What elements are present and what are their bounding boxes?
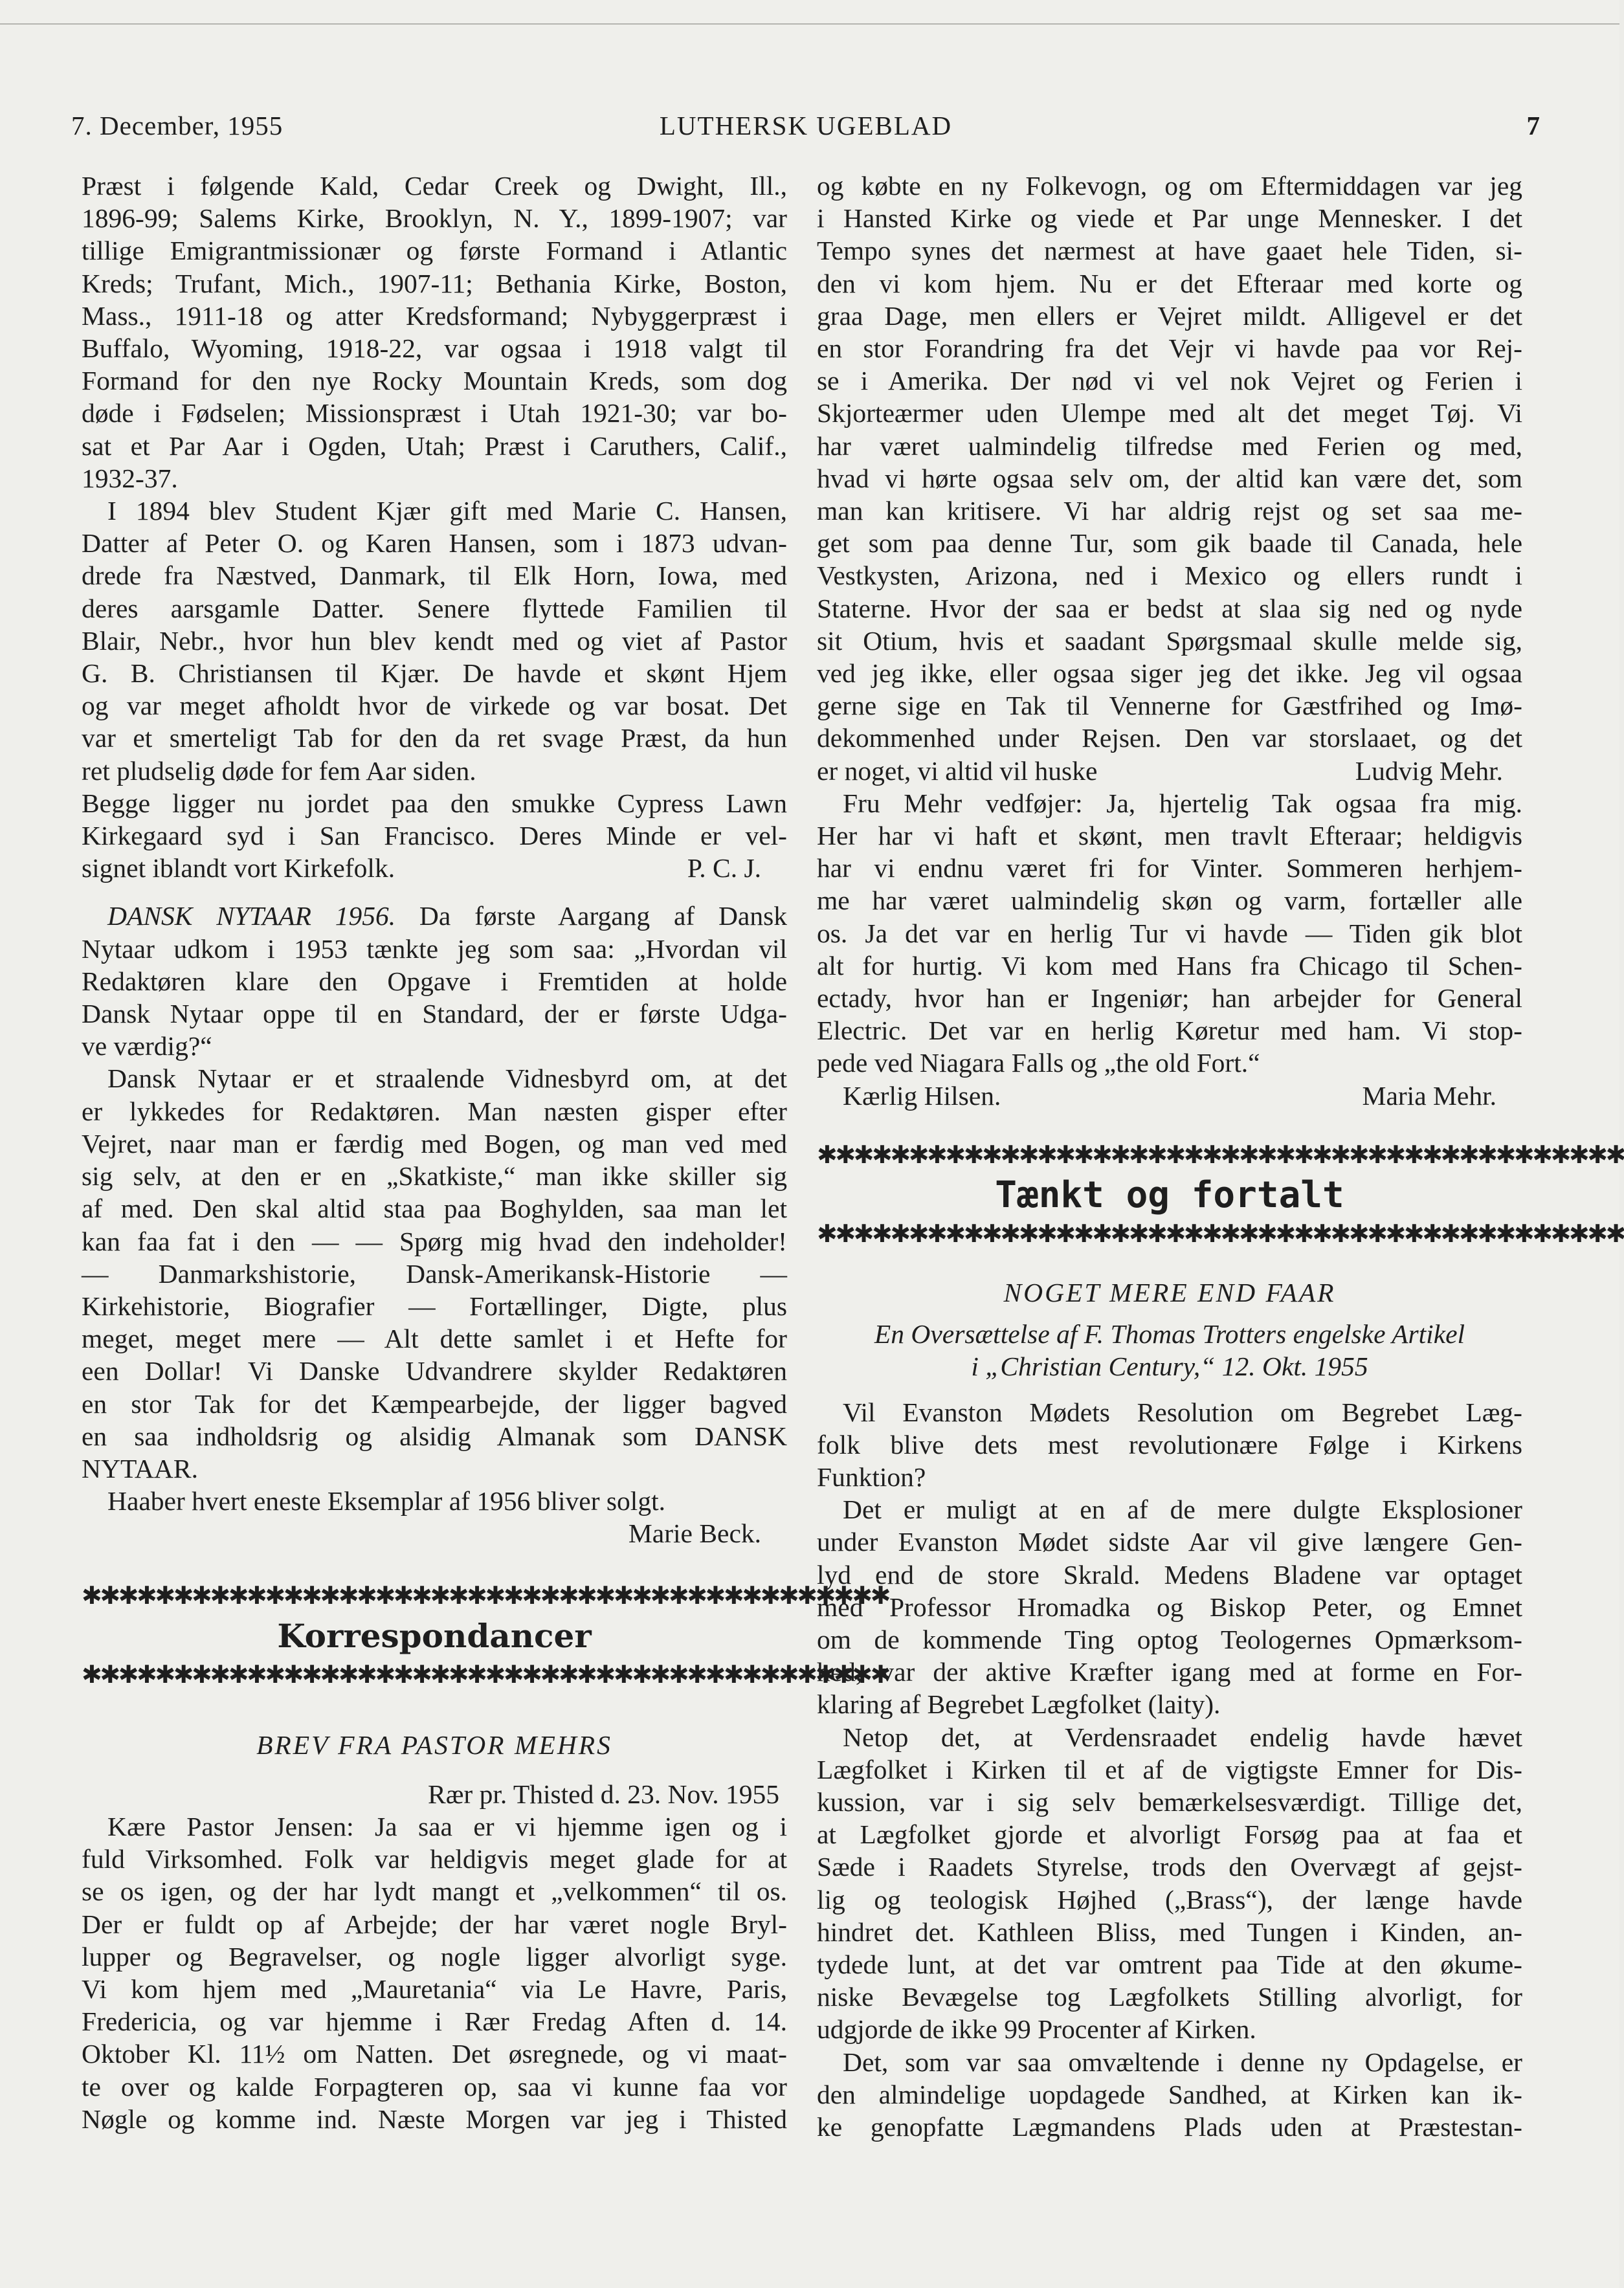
text-line: Sæde i Raadets Styrelse, trods den Overvægt af gejst- (817, 1852, 1522, 1882)
closing-text: Kærlig Hilsen. (843, 1080, 1001, 1111)
text-line: er lykkedes for Redaktøren. Man næsten gisper efter (82, 1096, 787, 1126)
text-line: niske Bevægelse tog Lægfolkets Stilling alvorligt, for (817, 1982, 1522, 2012)
text-line: klaring af Begrebet Lægfolket (laity). (817, 1689, 1221, 1720)
text-line: sig selv, at den er en „Skatkiste,“ man ikke skiller sig (82, 1161, 787, 1192)
text-line: 1896-99; Salems Kirke, Brooklyn, N. Y., 1899-1907; var (82, 203, 787, 234)
text-line: ve værdig?“ (82, 1031, 212, 1061)
text-line: — Danmarkshistorie, Dansk-Amerikansk-Historie — (82, 1258, 787, 1289)
text-line: Buffalo, Wyoming, 1918-22, var ogsaa i 1918 valgt til (82, 333, 787, 364)
text-line: ectady, hvor han er Ingeniør; han arbejder for General (817, 983, 1522, 1014)
publication-name: LUTHERSK UGEBLAD (659, 111, 953, 140)
text-line: Electric. Det var en herlig Køretur med ham. Vi stop- (817, 1016, 1522, 1046)
text-line: kussion, var i sig selv bemærkelsesværdigt. Tillige det, (817, 1786, 1522, 1817)
article-title: NOGET MERE END FAAR (1003, 1277, 1336, 1307)
text-line: meget, meget mere — Alt dette samlet i et Hefte for (82, 1324, 787, 1354)
issue-date: 7. December, 1955 (71, 111, 284, 140)
letter-title: BREV FRA PASTOR MEHRS (256, 1729, 612, 1760)
text-line: me har været ualmindelig skøn og varm, fortæller alle (817, 885, 1522, 916)
text-line: deres aarsgamle Datter. Senere flyttede Familien til (82, 593, 787, 623)
text-line: Dansk Nytaar er et straalende Vidnesbyrd om, at det (107, 1063, 787, 1094)
page-number: 7 (1526, 111, 1541, 140)
text-line: Lægfolket i Kirken til et af de vigtigste Emner for Dis- (817, 1754, 1522, 1784)
text-line: og var meget afholdt hvor de virkede og var bosat. Det (82, 691, 787, 721)
text-line: Vil Evanston Mødets Resolution om Begrebet Læg- (843, 1397, 1522, 1427)
text-line: fuld Virksomhed. Folk var heldigvis meget glade for at (82, 1844, 787, 1874)
signature-line (817, 755, 1522, 787)
text-line: hed, var der aktive Kræfter igang med at forme en For- (817, 1657, 1522, 1687)
text-line: drede fra Næstved, Danmark, til Elk Horn, Iowa, med (82, 561, 787, 591)
letter-continuation (817, 170, 1522, 787)
text-line: Netop det, at Verdensraadet endelig havde hævet (843, 1722, 1522, 1752)
text-line: Fredericia, og var hjemme i Rær Fredag Aften d. 14. (82, 2006, 787, 2037)
text-line: Kirkehistorie, Biografier — Fortællinger, Digte, plus (82, 1291, 787, 1321)
text-line: signet iblandt vort Kirkefolk. (82, 853, 395, 883)
text-line: lyd end de store Skrald. Medens Bladene var optaget (817, 1559, 1522, 1590)
text-line: Vi kom hjem med „Mauretania“ via Le Havre, Paris, (82, 1973, 787, 2004)
text-line: se os igen, og der har lydt mangt et „velkommen“ til os. (82, 1876, 787, 1907)
text-line: med Professor Hromadka og Biskop Peter, og Emnet (817, 1592, 1522, 1622)
article-body (817, 1396, 1522, 2144)
text-line: lupper og Begravelser, og nogle ligger alvorligt syge. (82, 1941, 787, 1971)
text-line: en saa indholdsrig og alsidig Almanak som DANSK (82, 1421, 787, 1451)
maria-mehr-note (817, 787, 1522, 1112)
text-line: en stor Forandring fra det Vejr vi havde paa vor Rej- (817, 333, 1522, 364)
text-line: graa Dage, men ellers er Vejret mildt. Alligevel er det (817, 300, 1522, 331)
text-line: Oktober Kl. 11½ om Natten. Det øsregnede, og vi maat- (82, 2039, 787, 2069)
text-line: Tempo synes det nærmest at have gaaet hele Tiden, si- (817, 236, 1522, 266)
text-line: Blair, Nebr., hvor hun blev kendt med og viet af Pastor (82, 625, 787, 656)
article-subtitle: i „Christian Century,“ 12. Okt. 1955 (971, 1351, 1368, 1382)
text-line: 1932-37. (82, 463, 178, 493)
text-line: Vestkysten, Arizona, ned i Mexico og ellers rundt i (817, 561, 1522, 591)
author-signature: Maria Mehr. (1362, 1080, 1496, 1111)
text-line: Skjorteærmer uden Ulempe med alt det meget Tøj. Vi (817, 398, 1522, 428)
author-signature: Ludvig Mehr. (1355, 755, 1503, 786)
letter-place-date: Rær pr. Thisted d. 23. Nov. 1955 (428, 1779, 779, 1809)
text-line: tillige Emigrantmissionær og første Formand i Atlantic (82, 236, 787, 266)
star-divider: ✱✱✱✱✱✱✱✱✱✱✱✱✱✱✱✱✱✱✱✱✱✱✱✱✱✱✱✱✱✱✱✱✱✱✱✱✱✱✱✱✱✱✱✱ (82, 1581, 889, 1610)
star-divider: ✱✱✱✱✱✱✱✱✱✱✱✱✱✱✱✱✱✱✱✱✱✱✱✱✱✱✱✱✱✱✱✱✱✱✱✱✱✱✱✱✱✱✱✱ (817, 1140, 1624, 1169)
star-divider: ✱✱✱✱✱✱✱✱✱✱✱✱✱✱✱✱✱✱✱✱✱✱✱✱✱✱✱✱✱✱✱✱✱✱✱✱✱✱✱✱✱✱✱✱ (82, 1660, 889, 1689)
text-line: dekommenhed under Rejsen. Den var storslaaet, og det (817, 723, 1522, 753)
text-line: i Hansted Kirke og viede et Par unge Mennesker. I det (817, 203, 1522, 234)
text-line: Nøgle og komme ind. Næste Morgen var jeg i Thisted (82, 2104, 787, 2134)
text-line: sit Otium, hvis et saadant Spørgsmaal skulle melde sig, (817, 625, 1522, 656)
text-line: tydede lunt, at det var omtrent paa Tide at den økume- (817, 1949, 1522, 1979)
text-line: at Lægfolket gjorde et alvorligt Forsøg paa at faa et (817, 1819, 1522, 1850)
text-line: folk blive dets mest revolutionære Følge i Kirkens (817, 1429, 1522, 1460)
text-line: Der er fuldt op af Arbejde; der har været nogle Bryl- (82, 1909, 787, 1939)
text-line: døde i Fødselen; Missionspræst i Utah 1921-30; var bo- (82, 398, 787, 428)
text-line: Præst i følgende Kald, Cedar Creek og Dwight, Ill., (82, 171, 787, 201)
text-line: var et smerteligt Tab for den da ret svage Præst, da hun (82, 723, 787, 753)
text-line: man kan kritisere. Vi har aldrig rejst og set saa me- (817, 496, 1522, 526)
dansk-nytaar-article (82, 900, 787, 1549)
author-initials: P. C. J. (687, 853, 761, 883)
text-line: G. B. Christiansen til Kjær. De havde et skønt Hjem (82, 658, 787, 689)
text-line: Det er muligt at en af de mere dulgte Eksplosioner (843, 1494, 1522, 1525)
text-line: I 1894 blev Student Kjær gift med Marie C. Hansen, (107, 496, 787, 526)
page-header (71, 110, 1541, 149)
text-line: hindret det. Kathleen Bliss, med Tungen i Kinden, an- (817, 1916, 1522, 1947)
text-line: een Dollar! Vi Danske Udvandrere skylder Redaktøren (82, 1356, 787, 1386)
text-line: den vi kom hjem. Nu er det Efteraar med korte og (817, 268, 1522, 298)
letter-body (82, 1810, 787, 2135)
text-line: get som paa denne Tur, som gik baade til Canada, hele (817, 528, 1522, 559)
text-line: om de kommende Ting optog Teologernes Opmærksom- (817, 1624, 1522, 1654)
text-line: Formand for den nye Rocky Mountain Kreds, som dog (82, 366, 787, 396)
obituary-paragraph-3 (82, 787, 787, 885)
text-line: er noget, vi altid vil huske (817, 755, 1098, 786)
text-line: pede ved Niagara Falls og „the old Fort.“ (817, 1048, 1260, 1078)
text-line: udgjorde de ikke 99 Procenter af Kirken. (817, 2014, 1256, 2045)
text-line: Her har vi haft et skønt, men travlt Efteraar; heldigvis (817, 821, 1522, 851)
text-line: alt for hurtig. Vi kom med Hans fra Chicago til Schen- (817, 950, 1522, 981)
text-line: af med. Den skal altid staa paa Boghylden, saa man let (82, 1194, 787, 1224)
text-line: Haaber hvert eneste Eksemplar af 1956 bliver solgt. (107, 1486, 665, 1516)
text-line: os. Ja det var en herlig Tur vi havde — Tiden gik blot (817, 918, 1522, 948)
obituary-paragraph-2 (82, 494, 787, 787)
text-line: Kære Pastor Jensen: Ja saa er vi hjemme igen og i (107, 1811, 787, 1841)
text-line: under Evanston Mødet sidste Aar vil give længere Gen- (817, 1527, 1522, 1557)
article-subtitle: En Oversættelse af F. Thomas Trotters engelske Artikel (874, 1319, 1465, 1349)
text-line: har været ualmindelig tilfredse med Ferien og med, (817, 430, 1522, 461)
text-line: Staterne. Hvor der saa er bedst at slaa sig ned og nyde (817, 593, 1522, 623)
text-span: Da første Aargang af Dansk (395, 901, 787, 931)
text-line: te over og kalde Forpagteren op, saa vi kunne faa vor (82, 2071, 787, 2102)
author-signature: Marie Beck. (628, 1518, 761, 1549)
section-title-korrespondancer: Korrespondancer (277, 1616, 592, 1655)
text-line: sat et Par Aar i Ogden, Utah; Præst i Caruthers, Calif., (82, 430, 787, 461)
text-line: ke genopfatte Lægmandens Plads uden at Præstestan- (817, 2111, 1522, 2142)
article-title: DANSK NYTAAR 1956. (107, 901, 396, 931)
text-line: en stor Tak for det Kæmpearbejde, der ligger bagved (82, 1388, 787, 1419)
text-line: ret pludselig døde for fem Aar siden. (82, 755, 476, 786)
text-line: gerne sige en Tak til Vennerne for Gæstfrihed og Imø- (817, 691, 1522, 721)
text-line: Begge ligger nu jordet paa den smukke Cypress Lawn (82, 788, 787, 818)
text-line: NYTAAR. (82, 1453, 198, 1483)
text-line: se i Amerika. Der nød vi vel nok Vejret og Ferien i (817, 366, 1522, 396)
top-edge-line (0, 23, 1619, 25)
right-column (817, 170, 1624, 2143)
text-line: har vi endnu været fri for Vinter. Sommeren herhjem- (817, 853, 1522, 883)
text-line (82, 900, 787, 932)
section-title-taenkt-og-fortalt: Tænkt og fortalt (995, 1173, 1344, 1216)
text-line: Vejret, naar man er færdig med Bogen, og man ved med (82, 1128, 787, 1159)
text-line: Kreds; Trufant, Mich., 1907-11; Bethania Kirke, Boston, (82, 268, 787, 298)
text-line: ved jeg ikke, eller ogsaa siger jeg det ikke. Jeg vil ogsaa (817, 658, 1522, 689)
text-line: Dansk Nytaar oppe til en Standard, der er første Udga- (82, 999, 787, 1029)
text-line: Mass., 1911-18 og atter Kredsformand; Nybyggerpræst i (82, 300, 787, 331)
text-line: lig og teologisk Højhed („Brass“), der længe havde (817, 1884, 1522, 1915)
text-line: hvad vi hørte ogsaa selv om, der altid kan være det, som (817, 463, 1522, 493)
text-line: Funktion? (817, 1461, 926, 1492)
text-line: Det, som var saa omvæltende i denne ny Opdagelse, er (843, 2047, 1522, 2077)
text-line: den almindelige uopdagede Sandhed, at Kirken kan ik- (817, 2079, 1522, 2109)
signature-line (82, 852, 787, 884)
text-line: og købte en ny Folkevogn, og om Eftermiddagen var jeg (817, 171, 1522, 201)
text-line: kan faa fat i den — — Spørg mig hvad den indeholder! (82, 1226, 787, 1256)
text-line: Kirkegaard syd i San Francisco. Deres Minde er vel- (82, 821, 787, 851)
obituary-paragraph-1 (82, 170, 787, 494)
text-line: Datter af Peter O. og Karen Hansen, som i 1873 udvan- (82, 528, 787, 559)
text-line: Redaktøren klare den Opgave i Fremtiden at holde (82, 966, 787, 996)
signature-line (817, 1080, 1522, 1112)
text-line: Nytaar udkom i 1953 tænkte jeg som saa: „Hvordan vil (82, 933, 787, 964)
text-line: Fru Mehr vedføjer: Ja, hjertelig Tak ogsaa fra mig. (843, 788, 1522, 818)
star-divider: ✱✱✱✱✱✱✱✱✱✱✱✱✱✱✱✱✱✱✱✱✱✱✱✱✱✱✱✱✱✱✱✱✱✱✱✱✱✱✱✱✱✱✱✱ (817, 1219, 1624, 1248)
